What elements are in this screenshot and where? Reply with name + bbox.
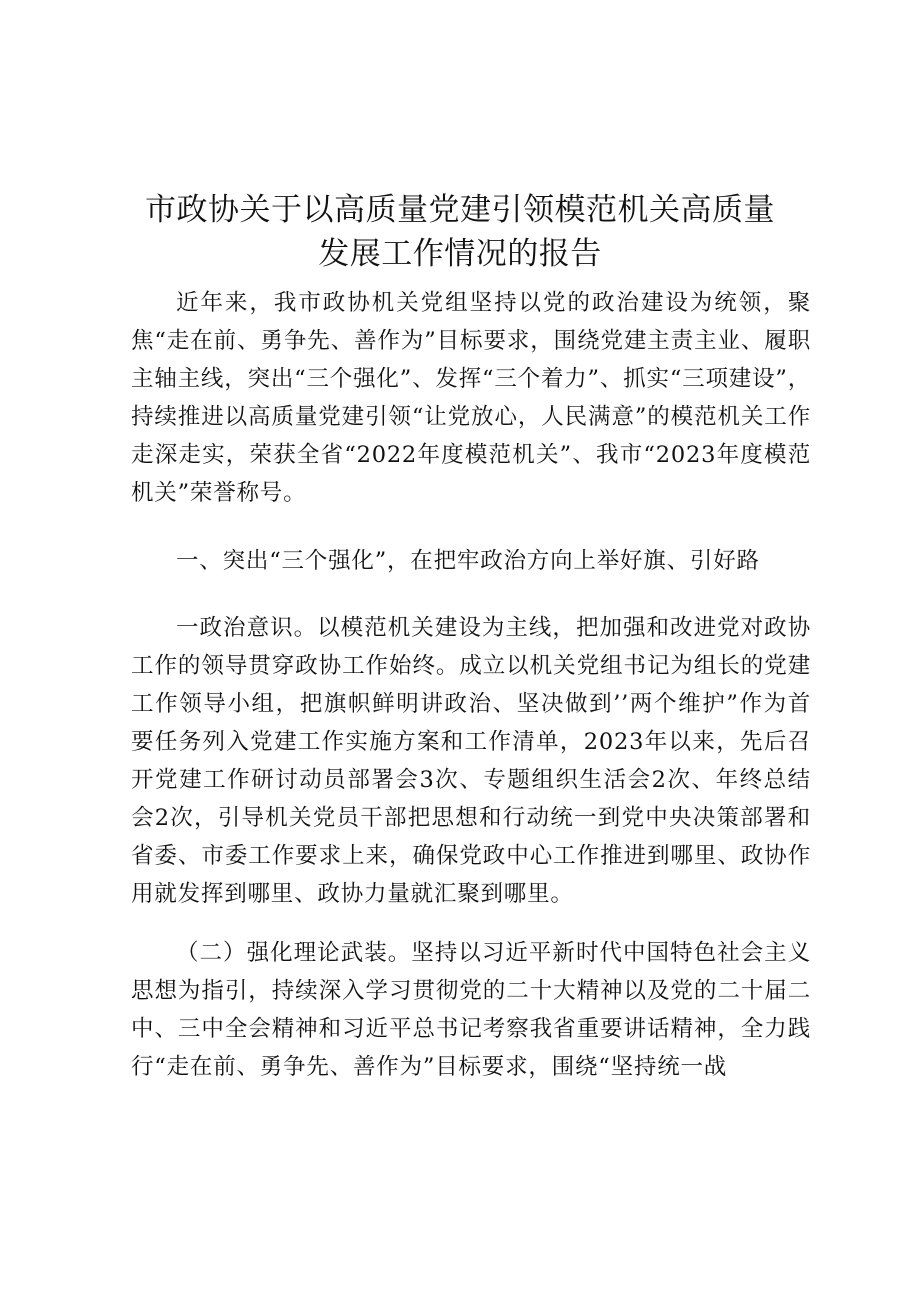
document-title [120,188,800,276]
paragraph-intro: 近年来，我市政协机关党组坚持以党的政治建设为统领，聚焦“走在前、勇争先、善作为”目标要求，围绕党建主责主业、履职主轴主线，突出“三个强化”、发挥“三个着力”、抓实“三项建设”，持续推进以高质量党建引领“让党放心，人民满意”的模范机关工作走深走实，荣获全省“2022年度模范机关”、我市“2023年度模范机关”荣誉称号。 [131,290,811,506]
paragraph-theory-armament: （二）强化理论武装。坚持以习近平新时代中国特色社会主义思想为指引，持续深入学习贯彻党的二十大精神以及党的二十届二中、三中全会精神和习近平总书记考察我省重要讲话精神，全力践行“走在前、勇争先、善作为”目标要求，围绕“坚持统一战 [131,940,811,1080]
section-heading-1: 一、突出“三个强化”，在把牢政治方向上举好旗、引好路 [176,548,760,574]
paragraph-political-awareness: 一政治意识。以模范机关建设为主线，把加强和改进党对政协工作的领导贯穿政协工作始终。成立以机关党组书记为组长的党建工作领导小组，把旗帜鲜明讲政治、坚决做到’’两个维护”作为首要任务列入党建工作实施方案和工作清单，2023年以来，先后召开党建工作研讨动员部署会3次、专题组织生活会2次、年终总结会2次，引导机关党员干部把思想和行动统一到党中央决策部署和省委、市委工作要求上来，确保党政中心工作推进到哪里、政协作用就发挥到哪里、政协力量就汇聚到哪里。 [131,615,811,907]
title-line-1: 市政协关于以高质量党建引领模范机关高质量 [145,192,775,228]
title-line-2: 发展工作情况的报告 [318,236,602,272]
